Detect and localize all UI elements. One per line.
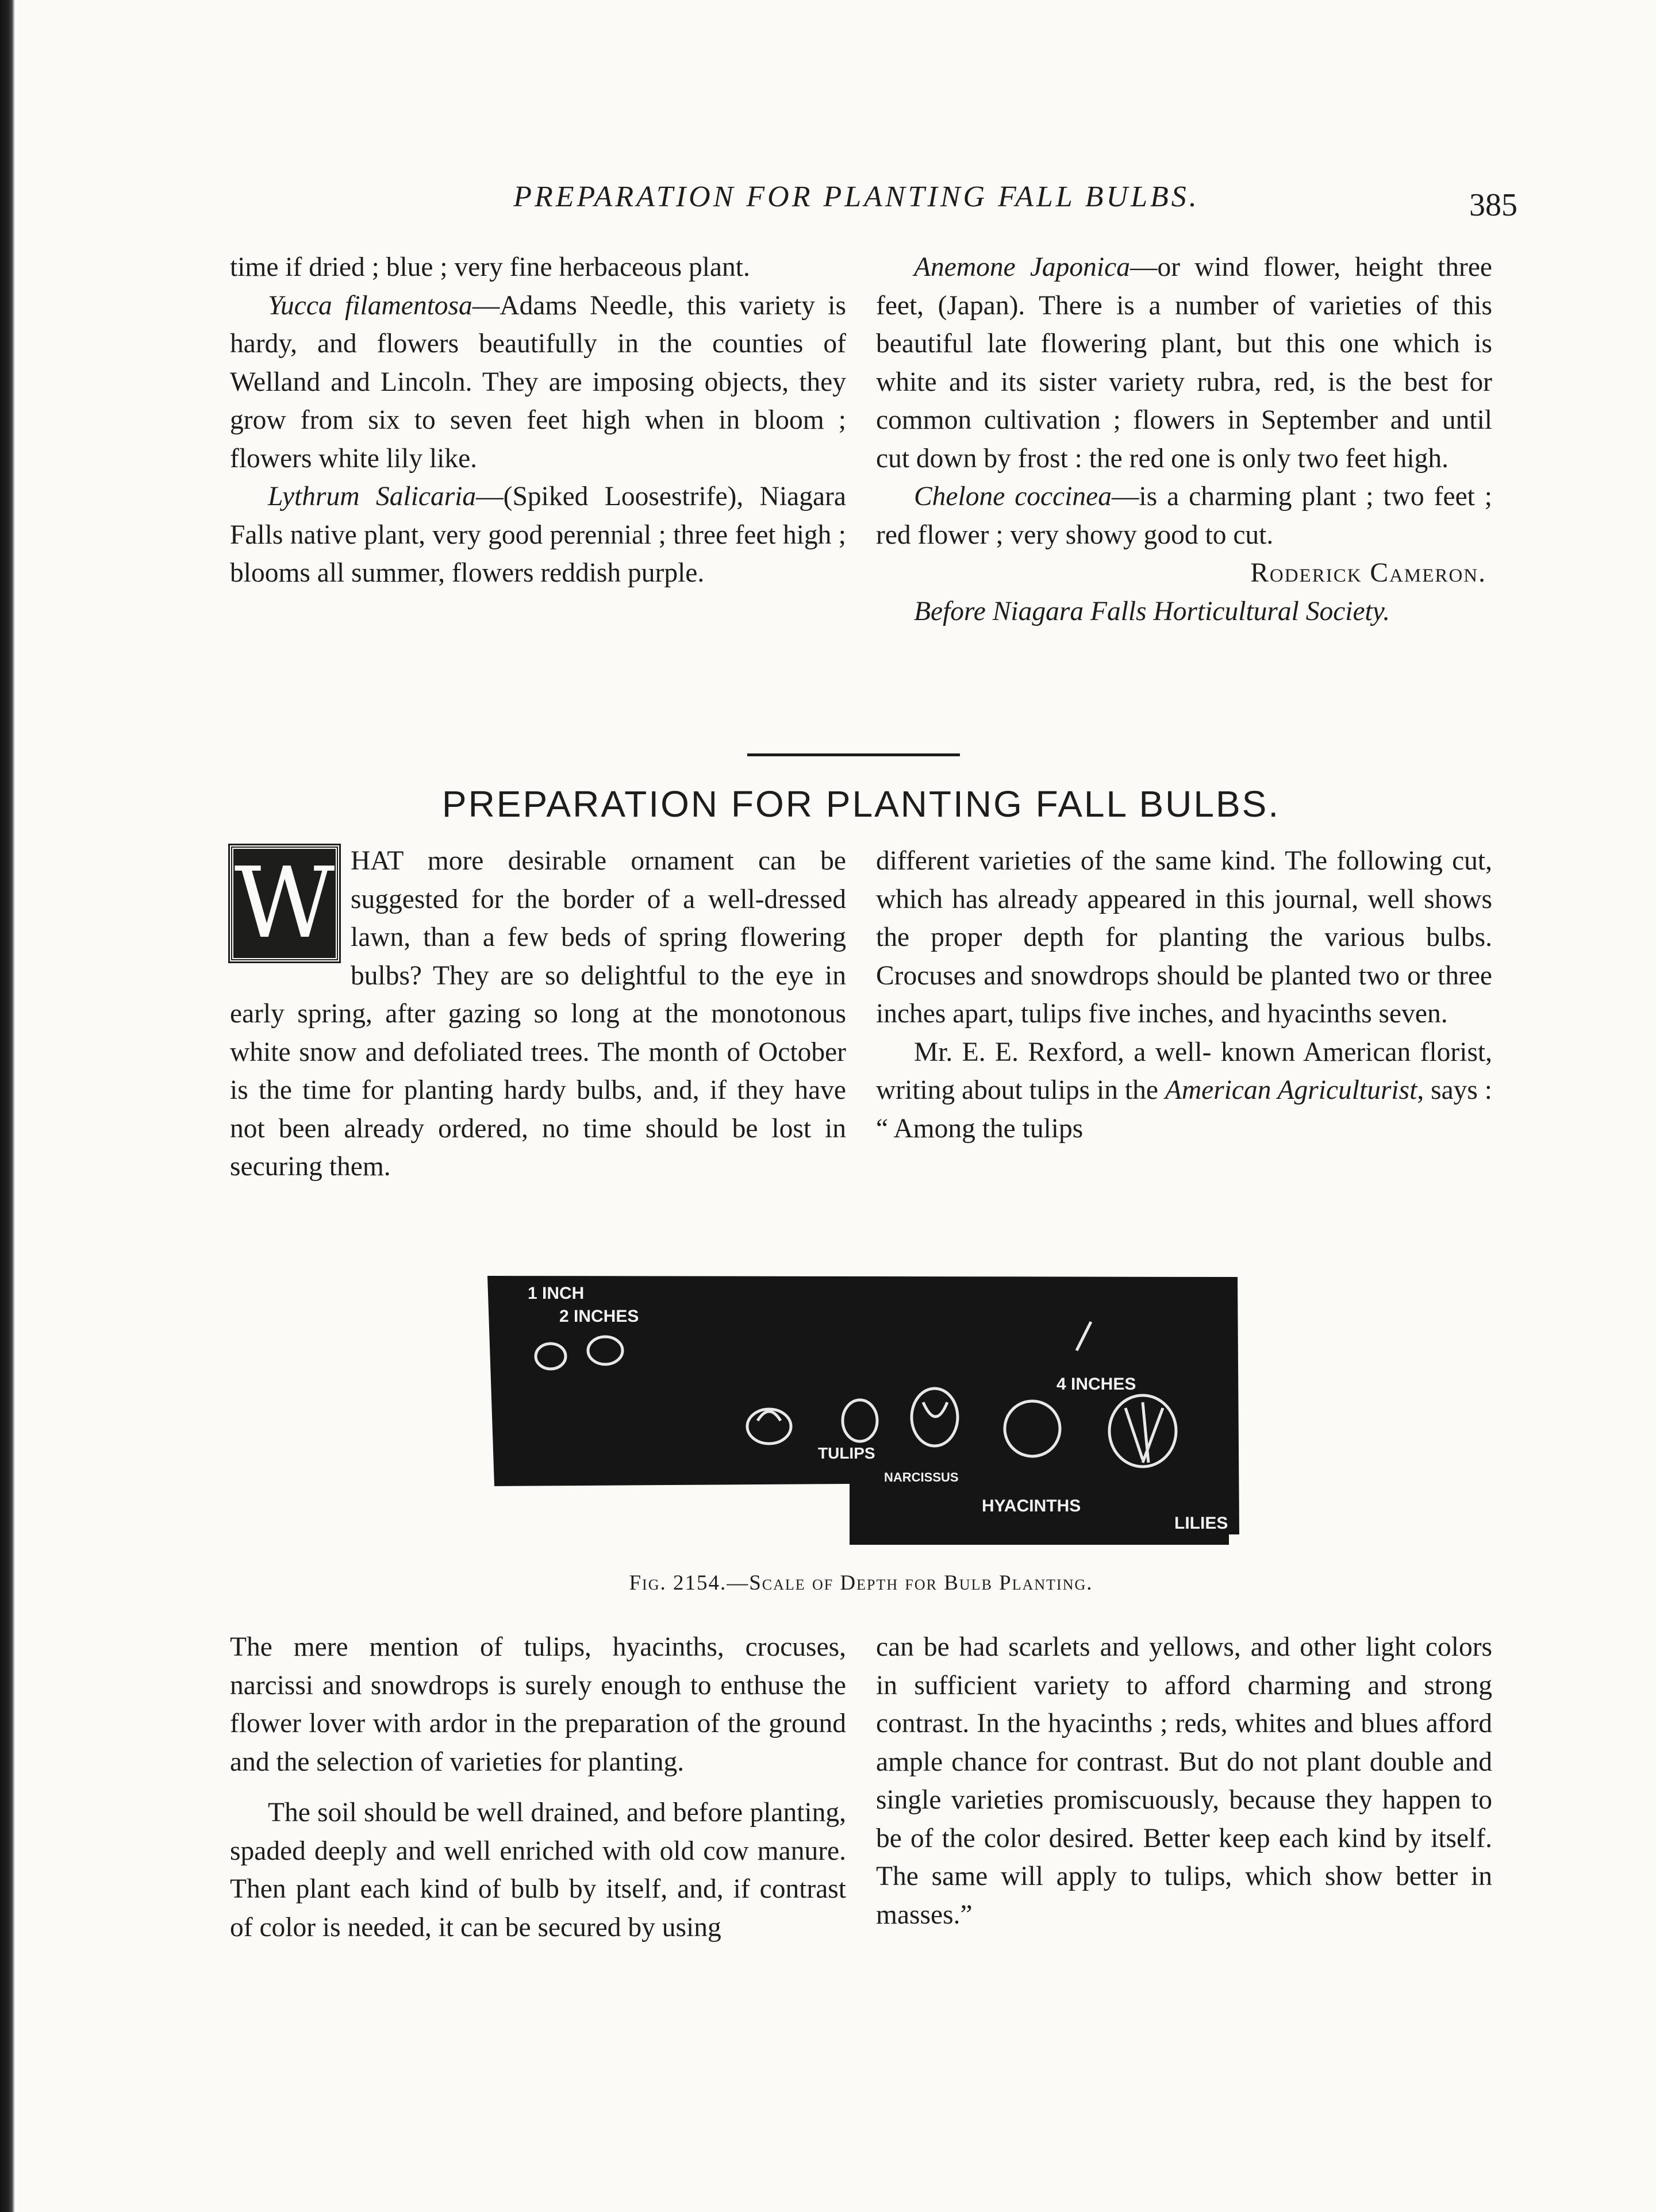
figure-title: —Scale of Depth for Bulb Planting.	[727, 1571, 1093, 1595]
scan-edge	[0, 0, 15, 2212]
section-divider	[747, 753, 960, 756]
article-right-column-bottom	[876, 1628, 1492, 1934]
source-line: Before Niagara Falls Horticultural Society.	[914, 596, 1390, 626]
bulb-depth-illustration	[482, 1264, 1242, 1545]
paragraph: can be had scarlets and yellows, and other light colors in sufficient variety to afford charming and strong contrast. In the hyacinths ; reds, whites and blues afford ample chance for contrast. But do not plant double and single varieties promiscuously, because they happen to be of the color desired. Better keep each kind by itself. The same will apply to tulips, which show better in masses.”	[876, 1632, 1492, 1930]
plant-name: Yucca filamentosa	[268, 290, 472, 321]
plant-entry	[230, 287, 846, 478]
figure-caption	[230, 1571, 1492, 1595]
prev-article-left-column	[230, 248, 846, 593]
bulb-depth-figure	[482, 1264, 1242, 1545]
article-left-column-top	[230, 842, 846, 1186]
cited-source: American Agriculturist	[1165, 1075, 1417, 1105]
plant-description: —is a charming plant ; two feet ; red flower ; very showy good to cut.	[876, 482, 1492, 550]
prev-article-right-column	[876, 248, 1492, 630]
paragraph: different varieties of the same kind. The following cut, which has already appeared in this journal, well shows the proper depth for planting the various bulbs. Crocuses and snowdrops should be planted two or three inches apart, tulips five inches, and hyacinths seven.	[876, 846, 1492, 1029]
label-2-inches: 2 INCHES	[559, 1307, 639, 1326]
paragraph: Mr. E. E. Rexford, a well- known American florist, writing about tulips in the American Agriculturist, says : “ Among the tulips	[876, 1037, 1492, 1144]
article-left-column-bottom	[230, 1628, 846, 1946]
plant-entry	[876, 478, 1492, 554]
running-head	[230, 175, 1517, 227]
prev-paragraph: time if dried ; blue ; very fine herbaceous plant.	[230, 252, 750, 282]
plant-description: —(Spiked Loosestrife), Niagara Falls native plant, very good perennial ; three feet high ; blooms all summer, flowers reddish purple.	[230, 482, 846, 588]
signature-line	[876, 554, 1492, 593]
label-hyacinths: HYACINTHS	[982, 1497, 1081, 1515]
label-lilies: LILIES	[1174, 1514, 1228, 1533]
paragraph: The mere mention of tulips, hyacinths, crocuses, narcissi and snowdrops is surely enough to enthuse the flower lover with ardor in the preparation of the ground and the selection of varieties for planting.	[230, 1632, 846, 1777]
label-1-inch: 1 INCH	[528, 1284, 585, 1303]
article-title: PREPARATION FOR PLANTING FALL BULBS.	[441, 783, 1281, 825]
plant-name: Chelone coccinea	[914, 482, 1112, 511]
article-right-column-top	[876, 842, 1492, 1148]
plant-description: —or wind flower, height three feet, (Japan). There is a number of varieties of this beautiful late flowering plant, but this one which is white and its sister variety rubra, red, is the best for common cultivation ; flowers in September and until cut down by frost : the red one is only two feet high.	[876, 252, 1492, 474]
author-signature: Roderick Cameron.	[1250, 558, 1486, 588]
figure-number: Fig. 2154.	[629, 1571, 727, 1595]
label-4-inches: 4 INCHES	[1056, 1375, 1136, 1394]
plant-name: Lythrum Salicaria	[268, 482, 477, 511]
label-narcissus: NARCISSUS	[884, 1470, 959, 1484]
running-title: PREPARATION FOR PLANTING FALL BULBS.	[513, 180, 1200, 213]
opening-paragraph	[230, 842, 846, 1186]
page-number: 385	[1469, 187, 1517, 223]
plant-entry	[876, 248, 1492, 478]
plant-description: —Adams Needle, this variety is hardy, and flowers beautifully in the counties of Welland and Lincoln. They are imposing objects, they grow from six to seven feet high when in bloom ; flowers white lily like.	[230, 290, 846, 474]
drop-cap: W	[230, 845, 339, 961]
opening-text: HAT more desirable ornament can be suggested for the border of a well-dressed lawn, than a few beds of spring flowering bulbs? They are so delightful to the eye in early spring, after gazing so long at the monotonous white snow and defoliated trees. The month of October is the time for planting hardy bulbs, and, if they have not been already ordered, no time should be lost in securing them.	[230, 846, 846, 1182]
paragraph: The soil should be well drained, and before planting, spaded deeply and well enriched with old cow manure. Then plant each kind of bulb by itself, and, if contrast of color is needed, it can be secured by using	[230, 1798, 846, 1942]
plant-entry	[230, 478, 846, 593]
plant-name: Anemone Japonica	[914, 252, 1130, 282]
label-tulips: TULIPS	[818, 1444, 875, 1462]
